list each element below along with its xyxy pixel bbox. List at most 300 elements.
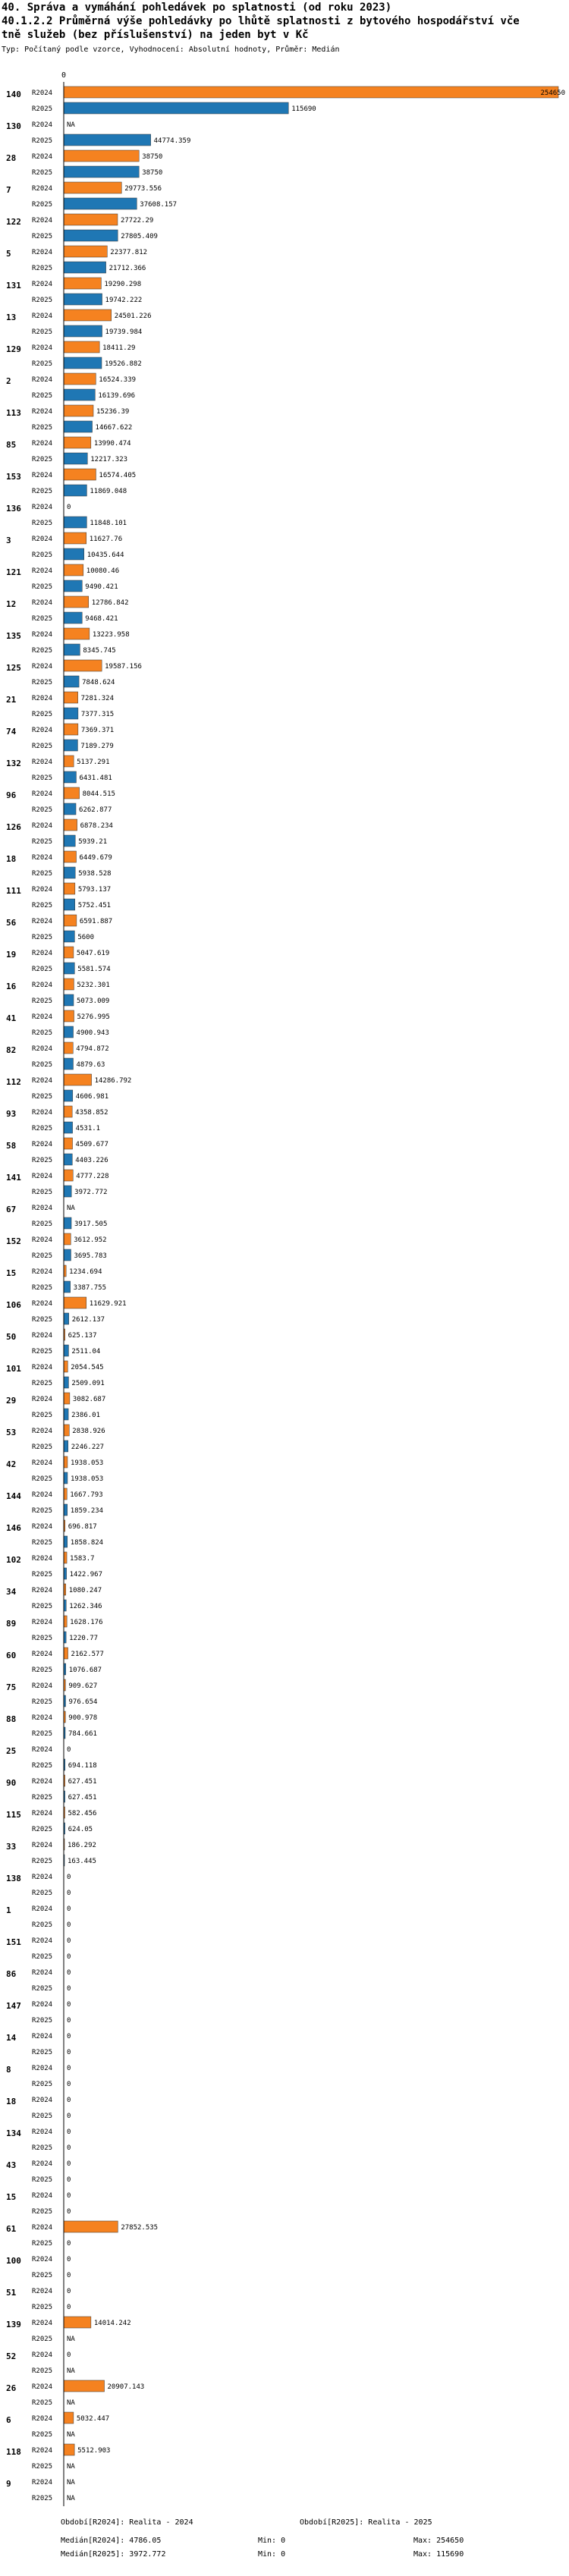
data-label: 19290.298 [104,281,142,288]
data-label: 1938.053 [70,1475,104,1483]
data-label: 5939.21 [78,838,108,846]
series-label: R2025 [32,1571,53,1579]
data-label: 2386.01 [71,1412,101,1419]
series-label: R2025 [32,2367,53,2375]
data-label: 625.137 [68,1332,97,1340]
group-label: 101 [6,1364,21,1374]
bar [64,724,78,735]
data-label: 2511.04 [71,1348,101,1356]
group-label: 1 [6,1905,11,1915]
data-label: 2162.577 [71,1651,104,1658]
data-label: NA [67,2479,75,2486]
group-label: 132 [6,759,21,768]
group-label: 5 [6,249,11,259]
bar [64,979,74,990]
series-label: R2025 [32,1348,53,1356]
group-label: 111 [6,886,21,896]
data-label: 4531.1 [75,1125,101,1132]
series-label: R2025 [32,679,53,686]
legend-2025: Období[R2025]: Realita - 2025 [300,2518,432,2527]
data-label: NA [67,2463,75,2471]
data-label: 1262.346 [69,1603,102,1610]
bar [64,373,96,385]
series-label: R2024 [32,408,53,416]
bar [64,1281,71,1293]
series-label: R2024 [32,1332,53,1340]
series-label: R2025 [32,360,53,368]
data-label: NA [67,2431,75,2439]
group-label: 147 [6,2001,21,2011]
series-label: R2025 [32,1953,53,1961]
series-label: R2024 [32,217,53,225]
series-label: R2024 [32,1173,53,1180]
data-label: 13223.958 [92,631,130,639]
group-label: 152 [6,1236,21,1246]
bar [64,150,139,162]
series-label: R2024 [32,1523,53,1531]
data-label: 0 [67,2033,71,2040]
data-label: 6431.481 [79,774,112,782]
group-label: 93 [6,1109,17,1119]
bar [64,2317,91,2328]
bar [64,246,107,257]
series-label: R2024 [32,376,53,384]
bar [64,1170,73,1181]
series-label: R2025 [32,1826,53,1833]
series-label: R2025 [32,392,53,400]
series-label: R2024 [32,2383,53,2391]
data-label: 0 [67,2304,71,2311]
data-label: 2054.545 [71,1364,104,1371]
group-label: 86 [6,1969,17,1979]
series-label: R2024 [32,1842,53,1849]
bar [64,660,102,671]
series-label: R2025 [32,2240,53,2248]
data-label: 1667.793 [70,1491,103,1499]
data-label: 6449.679 [79,854,112,862]
bar [64,947,74,958]
data-label: NA [67,1205,75,1212]
series-label: R2024 [32,281,53,288]
group-label: 134 [6,2128,21,2138]
data-label: 0 [67,2097,71,2104]
group-label: 19 [6,950,17,960]
data-label: 19587.156 [105,663,142,671]
data-label: 5938.528 [78,870,112,878]
data-label: 14667.622 [95,424,133,432]
data-label: 4606.981 [75,1093,109,1101]
group-label: 129 [6,344,21,354]
data-label: 0 [67,2049,71,2056]
series-label: R2024 [32,567,53,575]
data-label: 115690 [291,105,316,113]
data-label: 27805.409 [121,233,158,240]
group-label: 140 [6,90,21,99]
series-label: R2024 [32,2288,53,2295]
series-label: R2024 [32,1236,53,1244]
data-label: 37608.157 [140,201,178,209]
bar [64,517,86,528]
data-label: 38750 [142,169,163,177]
data-label: 4900.943 [76,1029,109,1037]
bar [64,612,82,624]
group-label: 131 [6,281,21,291]
data-label: 627.451 [68,1778,97,1786]
group-label: 34 [6,1587,17,1597]
chart-title-line-1: 40. Správa a vymáhání pohledávek po splatnosti (od roku 2023) [2,2,392,14]
data-label: 3917.505 [74,1220,108,1228]
bar [64,771,76,783]
data-label: 5276.995 [77,1013,110,1021]
bar [64,1536,68,1547]
series-label: R2025 [32,2272,53,2279]
bar [64,1138,73,1149]
series-label: R2025 [32,1380,53,1387]
data-label: 44774.359 [153,137,191,145]
series-label: R2024 [32,185,53,193]
series-label: R2025 [32,1698,53,1706]
data-label: 0 [67,2001,71,2009]
bar [64,628,90,639]
series-label: R2025 [32,1762,53,1770]
bar [64,740,77,751]
data-label: 5232.301 [77,982,110,989]
series-label: R2024 [32,2160,53,2168]
chart-title-line-3: tně služeb (bez příslušenství) na jeden byt v Kč [2,29,309,41]
group-label: 50 [6,1332,17,1342]
series-label: R2025 [32,1444,53,1451]
series-label: R2024 [32,1013,53,1021]
data-label: 0 [67,1905,71,1913]
bar [64,835,75,847]
data-label: 27852.535 [121,2224,159,2232]
data-label: 900.978 [68,1714,98,1722]
group-label: 90 [6,1778,17,1788]
bar [64,1249,71,1261]
data-label: 0 [67,2272,71,2279]
data-label: 6262.877 [79,806,112,814]
data-label: 0 [67,2208,71,2216]
series-label: R2024 [32,1045,53,1053]
data-label: 12786.842 [91,599,129,607]
data-label: 582.456 [68,1810,97,1817]
bar [64,915,77,926]
data-label: 3972.772 [74,1189,108,1196]
series-label: R2025 [32,2144,53,2152]
data-label: 7848.624 [82,679,115,686]
data-label: 22377.812 [110,249,148,256]
data-label: 4777.228 [76,1173,109,1180]
series-label: R2024 [32,1555,53,1563]
group-label: 9 [6,2479,11,2489]
bar [64,357,102,369]
series-label: R2025 [32,169,53,177]
series-label: R2024 [32,2415,53,2423]
series-label: R2024 [32,822,53,830]
series-label: R2024 [32,1205,53,1212]
series-label: R2024 [32,1428,53,1435]
bar [64,564,83,576]
data-label: 0 [67,2017,71,2025]
series-label: R2025 [32,1061,53,1069]
min-2025: Min: 0 [258,2550,286,2559]
series-label: R2025 [32,2495,53,2502]
series-label: R2025 [32,966,53,973]
series-label: R2025 [32,520,53,527]
data-label: 2509.091 [71,1380,105,1387]
data-label: 5752.451 [77,902,112,909]
bar [64,1313,69,1324]
data-label: 7377.315 [80,711,115,718]
series-label: R2024 [32,2097,53,2104]
series-label: R2024 [32,759,53,766]
data-label: 27722.29 [120,217,154,225]
series-label: R2024 [32,982,53,989]
group-label: 136 [6,504,21,514]
series-label: R2025 [32,201,53,209]
bar [64,1409,68,1420]
data-label: 0 [67,1953,71,1961]
series-label: R2024 [32,886,53,894]
group-label: 118 [6,2447,21,2457]
bar [64,756,74,767]
data-label: 9468.421 [85,615,118,623]
data-label: NA [67,2367,75,2375]
group-label: 141 [6,1173,21,1183]
data-label: 2838.926 [72,1428,105,1435]
series-label: R2025 [32,2113,53,2120]
bar [64,803,76,815]
group-label: 126 [6,822,21,832]
bar [64,325,102,337]
data-label: 5137.291 [77,759,110,766]
series-label: R2025 [32,774,53,782]
median-2025: Medián[R2025]: 3972.772 [61,2550,166,2559]
bar [64,1186,71,1197]
series-label: R2024 [32,344,53,352]
bar [64,1616,67,1627]
data-label: 976.654 [68,1698,98,1706]
group-label: 42 [6,1459,17,1469]
data-label: 38750 [142,153,163,161]
series-label: R2025 [32,137,53,145]
bar [64,437,91,448]
series-label: R2025 [32,1284,53,1292]
bar [64,1425,69,1436]
bar [64,166,139,177]
group-label: 100 [6,2256,21,2266]
data-label: 627.451 [68,1794,97,1802]
median-2024: Medián[R2024]: 4786.05 [61,2537,162,2545]
data-label: 3695.783 [74,1252,107,1260]
group-label: 82 [6,1045,17,1055]
data-label: 11627.76 [89,536,123,543]
series-label: R2024 [32,918,53,925]
group-label: 121 [6,567,21,577]
group-label: 16 [6,982,17,991]
group-label: 14 [6,2033,17,2043]
data-label: 21712.366 [108,265,146,272]
data-label: NA [67,2399,75,2407]
bar [64,883,75,894]
data-label: NA [67,2495,75,2502]
bar [64,1090,73,1101]
series-label: R2025 [32,1858,53,1865]
data-label: 0 [67,1985,71,1993]
data-label: 5073.009 [76,997,110,1005]
data-label: 2246.227 [71,1444,105,1451]
group-label: 74 [6,727,17,737]
series-label: R2024 [32,599,53,607]
data-label: 5032.447 [76,2415,110,2423]
data-label: 16139.696 [98,392,136,400]
data-label: 12217.323 [90,456,128,463]
series-label: R2024 [32,1810,53,1817]
bar [64,1042,73,1054]
series-label: R2024 [32,2065,53,2072]
series-label: R2024 [32,1141,53,1148]
group-label: 15 [6,1268,17,1278]
series-label: R2025 [32,488,53,495]
series-label: R2024 [32,2320,53,2327]
series-label: R2025 [32,1029,53,1037]
data-label: 15236.39 [96,408,130,416]
series-label: R2025 [32,233,53,240]
series-label: R2025 [32,806,53,814]
data-label: 163.445 [68,1858,96,1865]
series-label: R2025 [32,1412,53,1419]
group-label: 26 [6,2383,17,2393]
data-label: 0 [67,1969,71,1977]
group-label: 89 [6,1619,17,1629]
series-label: R2025 [32,456,53,463]
series-label: R2025 [32,1794,53,1802]
bar [64,341,99,353]
data-label: 0 [67,2081,71,2088]
series-label: R2025 [32,2399,53,2407]
legend-2024: Období[R2024]: Realita - 2024 [61,2518,193,2527]
data-label: NA [67,121,75,129]
group-label: 15 [6,2192,17,2202]
data-label: 1422.967 [69,1571,103,1579]
group-label: 75 [6,1682,17,1692]
data-label: 6878.234 [80,822,113,830]
series-label: R2025 [32,328,53,336]
series-label: R2024 [32,1874,53,1881]
data-label: 0 [67,2160,71,2168]
series-label: R2024 [32,2224,53,2232]
data-label: 4358.852 [75,1109,108,1117]
series-label: R2025 [32,1539,53,1547]
series-label: R2025 [32,902,53,909]
data-label: 4403.226 [75,1157,108,1164]
bar [64,596,89,608]
series-label: R2025 [32,615,53,623]
data-label: 4509.677 [75,1141,108,1148]
series-label: R2024 [32,1587,53,1594]
group-label: 52 [6,2351,17,2361]
group-label: 33 [6,1842,17,1852]
bar [64,278,101,289]
data-label: 19739.984 [105,328,143,336]
data-label: 0 [67,2256,71,2263]
series-label: R2024 [32,504,53,511]
data-label: 18411.29 [102,344,136,352]
data-label: 8345.745 [83,647,116,655]
series-label: R2024 [32,249,53,256]
series-label: R2024 [32,1300,53,1308]
group-label: 112 [6,1077,21,1087]
bar [64,1297,86,1308]
data-label: 254650 [540,90,565,97]
group-label: 29 [6,1396,17,1406]
bar [64,867,75,878]
bar [64,1010,74,1022]
series-label: R2025 [32,424,53,432]
data-label: NA [67,2336,75,2343]
series-label: R2024 [32,790,53,798]
series-label: R2024 [32,1714,53,1722]
series-label: R2024 [32,1109,53,1117]
data-label: 0 [67,1921,71,1929]
series-label: R2025 [32,934,53,941]
series-label: R2025 [32,1921,53,1929]
series-label: R2024 [32,695,53,702]
bar [64,548,84,560]
series-label: R2024 [32,631,53,639]
bar [64,421,93,432]
data-label: 10435.644 [86,551,124,559]
series-label: R2025 [32,2336,53,2343]
bar [64,1345,68,1356]
data-label: 0 [67,2144,71,2152]
data-label: 4794.872 [76,1045,109,1053]
series-label: R2024 [32,440,53,448]
group-label: 8 [6,2065,11,2075]
bar [64,1377,68,1388]
data-label: 29773.556 [124,185,162,193]
bar [64,676,79,687]
data-label: 1858.824 [70,1539,104,1547]
group-label: 25 [6,1746,17,1756]
bar [64,1122,73,1133]
data-label: 16574.405 [99,472,137,479]
data-label: 5581.574 [77,966,111,973]
data-label: 624.05 [68,1826,93,1833]
series-label: R2025 [32,711,53,718]
chart-subtitle: Typ: Počítaný podle vzorce, Vyhodnocení: Absolutní hodnoty, Průměr: Medián [2,46,340,54]
series-label: R2025 [32,647,53,655]
series-label: R2025 [32,1252,53,1260]
data-label: 5512.903 [77,2447,111,2455]
series-label: R2024 [32,854,53,862]
group-label: 115 [6,1810,21,1820]
series-label: R2024 [32,1746,53,1754]
series-label: R2024 [32,1491,53,1499]
bar [64,692,78,703]
series-label: R2024 [32,1651,53,1658]
group-label: 61 [6,2224,17,2234]
group-label: 106 [6,1300,21,1310]
group-label: 139 [6,2320,21,2329]
series-label: R2024 [32,1077,53,1085]
bar [64,1456,68,1468]
series-label: R2024 [32,472,53,479]
data-label: 24501.226 [114,313,152,320]
group-label: 18 [6,2097,17,2106]
bar [64,1472,68,1484]
series-label: R2025 [32,265,53,272]
